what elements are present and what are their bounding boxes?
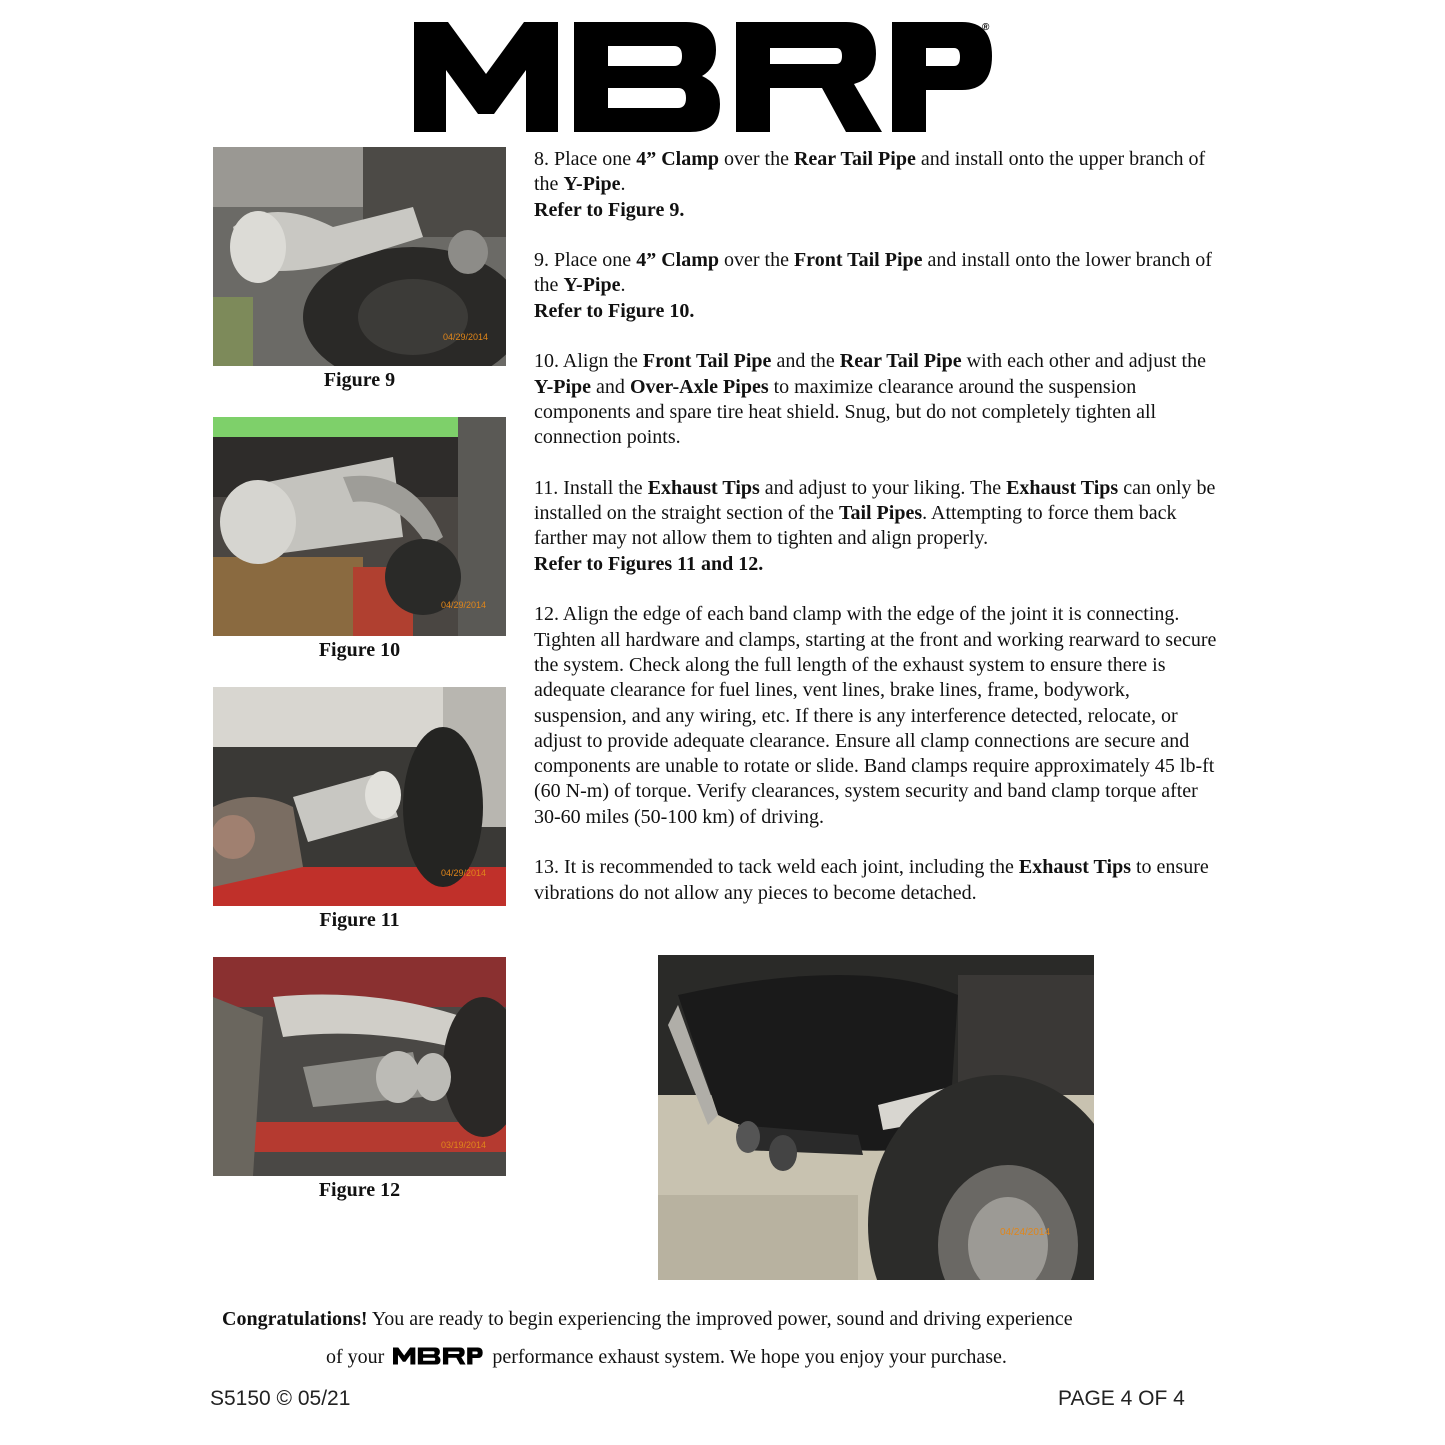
step-13-text: 13. It is recommended to tack weld each joint, including the — [534, 856, 1019, 879]
figure-12-date: 03/19/2014 — [440, 1140, 486, 1150]
mbrp-mini-logo — [393, 1346, 483, 1366]
figure-10 — [213, 417, 506, 662]
figure-10-photo — [213, 417, 506, 636]
step-9-bold: Front Tail Pipe — [793, 249, 923, 272]
page-number: PAGE 4 OF 4 — [1058, 1387, 1185, 1410]
step-11-text: 11. Install the — [534, 476, 648, 499]
congratulations-label: Congratulations! — [222, 1308, 368, 1330]
step-11-bold: Exhaust Tips — [1006, 476, 1119, 499]
step-11-text: can only be installed on the straight section of the — [534, 476, 1216, 525]
instructions — [534, 147, 1224, 931]
step-8 — [534, 147, 1224, 223]
step-8-text: . — [620, 173, 626, 196]
step-9 — [534, 248, 1224, 324]
mbrp-logo-graphic — [414, 22, 994, 132]
step-13-bold: Exhaust Tips — [1018, 856, 1131, 879]
step-10-text: and — [591, 375, 630, 398]
step-11-bold: Tail Pipes — [838, 502, 923, 525]
step-10 — [534, 349, 1224, 450]
step-10-bold: Over-Axle Pipes — [629, 375, 769, 398]
step-11 — [534, 476, 1224, 577]
step-12: 12. Align the edge of each band clamp with the edge of the joint it is connecting. Tighten all hardware and clamps, starting at the front and working rearward to secure the system. Check along the full length of the exhaust system to ensure there is adequate clearance for fuel lines, vent lines, brake lines, frame, bodywork, suspension, and any wiring, etc. If there is any interference detected, relocate, or adjust to provide adequate clearance. Ensure all clamp connections are secure and components are unable to rotate or slide. Band clamps require approximately 45 lb-ft (60 N-m) of torque. Verify clearances, system security and band clamp torque after 30-60 miles (50-100 km) of driving. — [534, 603, 1217, 828]
step-9-bold: 4” Clamp — [636, 249, 719, 272]
step-9-text: 9. Place one — [534, 249, 637, 272]
step-8-bold: Rear Tail Pipe — [793, 148, 916, 170]
figure-9-date: 04/29/2014 — [442, 332, 488, 342]
step-9-text: . — [620, 274, 626, 297]
mbrp-logo — [414, 22, 994, 132]
figure-11-photo — [213, 687, 506, 906]
closing-line-1 — [222, 1305, 1182, 1333]
closing-line-2 — [326, 1343, 1007, 1371]
closing-line-2-end: performance exhaust system. We hope you enjoy your purchase. — [492, 1346, 1007, 1368]
final-install-photo — [658, 955, 1094, 1280]
figure-11 — [213, 687, 506, 932]
closing-line-1-text: You are ready to begin experiencing the improved power, sound and driving experience — [367, 1308, 1073, 1330]
figure-12 — [213, 957, 506, 1202]
step-10-text: with each other and adjust the — [961, 350, 1206, 373]
step-10-bold: Rear Tail Pipe — [839, 350, 962, 373]
figure-12-caption: Figure 12 — [318, 1179, 401, 1201]
step-10-text: to maximize clearance around the suspension components and spare tire heat shield. Snug, but do not completely tighten all connection points. — [534, 375, 1157, 449]
step-9-text: over the — [718, 249, 794, 272]
figure-9 — [213, 147, 506, 392]
figure-11-date: 04/29/2014 — [440, 868, 486, 878]
step-9-reference: Refer to Figure 10. — [534, 299, 695, 322]
step-8-bold: 4” Clamp — [636, 148, 719, 170]
figure-11-caption: Figure 11 — [319, 909, 400, 931]
figure-10-caption: Figure 10 — [318, 639, 401, 661]
figure-9-caption: Figure 9 — [323, 369, 396, 391]
step-10-bold: Y-Pipe — [534, 375, 592, 398]
registered-mark: ® — [982, 22, 990, 33]
step-13 — [534, 855, 1224, 906]
step-10-bold: Front Tail Pipe — [642, 350, 772, 373]
step-10-text: 10. Align the — [534, 350, 643, 373]
step-11-reference: Refer to Figures 11 and 12. — [534, 552, 764, 575]
step-10-text: and the — [771, 350, 840, 373]
figure-9-photo — [213, 147, 506, 366]
step-11-text: . Attempting to force them back farther may not allow them to tighten and align properly. — [534, 502, 1177, 550]
step-8-text: and install onto the upper branch of the — [534, 148, 1206, 196]
final-photo-date: 04/24/2014 — [1000, 1227, 1051, 1238]
figure-10-date: 04/29/2014 — [440, 600, 486, 610]
step-13-text: to ensure vibrations do not allow any pieces to become detached. — [534, 856, 1209, 904]
document-id: S5150 © 05/21 — [210, 1387, 351, 1410]
closing-line-2-start: of your — [326, 1346, 385, 1368]
step-9-bold: Y-Pipe — [563, 274, 621, 297]
step-8-reference: Refer to Figure 9. — [534, 198, 685, 221]
step-8-text: 8. Place one — [534, 148, 637, 170]
step-9-text: and install onto the lower branch of the — [534, 249, 1212, 297]
step-8-text: over the — [718, 148, 794, 170]
step-8-bold: Y-Pipe — [563, 173, 621, 196]
figure-12-photo — [213, 957, 506, 1176]
closing-message — [222, 1305, 1182, 1368]
step-11-bold: Exhaust Tips — [647, 476, 760, 499]
step-11-text: and adjust to your liking. The — [759, 476, 1007, 499]
